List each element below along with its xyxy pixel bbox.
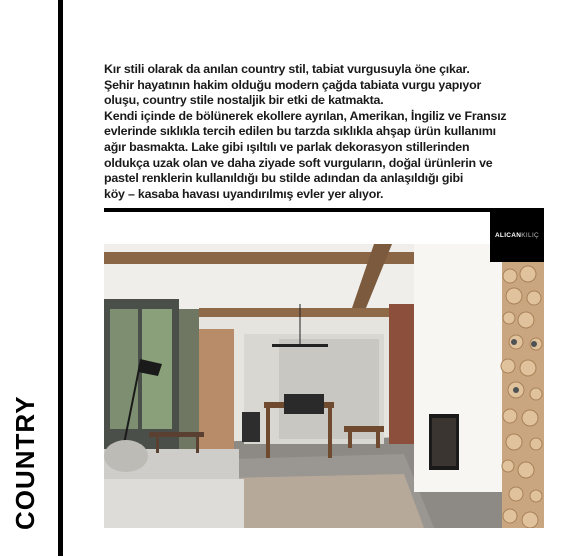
- article-line: Şehir hayatının hakim olduğu modern çağda tabiata vurgu yapıyor: [104, 77, 482, 92]
- article-line: oldukça uzak olan ve daha ziyade soft vurguların, doğal ürünlerin ve: [104, 155, 493, 170]
- article-line: evlerinde sıklıkla tercih edilen bu tarzda sıklıkla ahşap ürün kullanımı: [104, 124, 496, 139]
- logo-text: ALICAN: [494, 231, 522, 239]
- horizontal-divider: [104, 208, 544, 212]
- interior-illustration: [104, 244, 544, 528]
- logo-text-thin: KILIÇ: [521, 231, 540, 239]
- article-line: ağır basmakta. Lake gibi ışıltılı ve parlak dekorasyon stillerinden: [104, 139, 470, 154]
- interior-photo: [104, 244, 544, 528]
- vertical-divider: [58, 0, 63, 556]
- brand-logo: [490, 208, 544, 262]
- section-title: COUNTRY: [10, 395, 40, 530]
- article-line: oluşu, country stile nostaljik bir etki de katmakta.: [104, 93, 384, 108]
- article-line: Kır stili olarak da anılan country stil, tabiat vurgusuyla öne çıkar.: [104, 62, 470, 76]
- article-text: [104, 62, 544, 202]
- article-line: pastel renklerin kullanıldığı bu stilde adından da anlaşıldığı gibi: [104, 171, 464, 186]
- article-line: köy – kasaba havası uyandırılmış evler yer alıyor.: [104, 186, 384, 201]
- article-line: Kendi içinde de bölünerek ekollere ayrılan, Amerikan, İngiliz ve Fransız: [104, 108, 507, 123]
